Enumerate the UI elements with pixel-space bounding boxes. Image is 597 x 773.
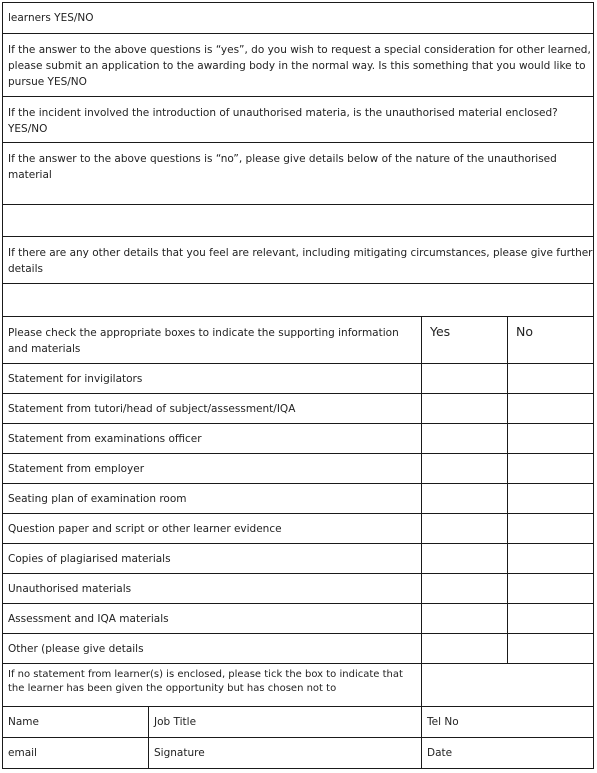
no-checkbox[interactable] — [508, 544, 594, 574]
other-details-answer-field[interactable] — [3, 284, 594, 317]
special-consideration-text: If the answer to the above questions is “yes”, do you wish to request a special consideration for other learned, please submit an application to the awarding body in the normal way. Is this something that you would like to pursue YES/NO — [3, 34, 594, 97]
checklist-row — [3, 634, 594, 664]
yes-checkbox[interactable] — [422, 394, 508, 424]
no-column-header: No — [508, 317, 594, 364]
checklist-heading: Please check the appropriate boxes to indicate the supporting information and materials — [3, 317, 422, 364]
no-checkbox[interactable] — [508, 484, 594, 514]
checklist-item-label: Question paper and script or other learner evidence — [3, 514, 422, 544]
no-statement-checkbox[interactable] — [422, 664, 594, 707]
checklist-item-label: Copies of plagiarised materials — [3, 544, 422, 574]
no-checkbox[interactable] — [508, 394, 594, 424]
incident-report-form — [2, 2, 593, 769]
yes-checkbox[interactable] — [422, 484, 508, 514]
yes-checkbox[interactable] — [422, 634, 508, 664]
special-consideration-row — [3, 34, 594, 97]
yes-checkbox[interactable] — [422, 424, 508, 454]
checklist-item-label: Statement from examinations officer — [3, 424, 422, 454]
yes-checkbox[interactable] — [422, 514, 508, 544]
checklist-row — [3, 364, 594, 394]
checklist-row — [3, 394, 594, 424]
no-checkbox[interactable] — [508, 424, 594, 454]
no-statement-note: If no statement from learner(s) is enclosed, please tick the box to indicate that the learner has been given the opportunity but has chosen not to — [3, 664, 422, 707]
yes-checkbox[interactable] — [422, 604, 508, 634]
no-checkbox[interactable] — [508, 364, 594, 394]
yes-column-header: Yes — [422, 317, 508, 364]
learners-row — [3, 3, 594, 34]
other-details-text: If there are any other details that you feel are relevant, including mitigating circumstances, please give further details — [3, 237, 594, 284]
form-table — [2, 2, 594, 769]
checklist-item-label: Statement from employer — [3, 454, 422, 484]
no-checkbox[interactable] — [508, 514, 594, 544]
email-field[interactable]: email — [3, 738, 149, 769]
yes-checkbox[interactable] — [422, 454, 508, 484]
learners-yesno-text: learners YES/NO — [3, 3, 594, 34]
checklist-row — [3, 544, 594, 574]
checklist-row — [3, 514, 594, 544]
checklist-header-row — [3, 317, 594, 364]
details-unauthorised-text: If the answer to the above questions is “no”, please give details below of the nature of the unauthorised material — [3, 143, 594, 205]
checklist-row — [3, 574, 594, 604]
details-unauthorised-row — [3, 143, 594, 205]
checklist-item-label: Assessment and IQA materials — [3, 604, 422, 634]
checklist-row — [3, 604, 594, 634]
name-field[interactable]: Name — [3, 707, 149, 738]
signature-field[interactable]: Signature — [149, 738, 422, 769]
checklist-item-label: Seating plan of examination room — [3, 484, 422, 514]
signoff-row-1 — [3, 707, 594, 738]
yes-checkbox[interactable] — [422, 544, 508, 574]
checklist-item-label: Statement from tutori/head of subject/assessment/IQA — [3, 394, 422, 424]
checklist-row — [3, 454, 594, 484]
no-checkbox[interactable] — [508, 634, 594, 664]
checklist-item-label: Unauthorised materials — [3, 574, 422, 604]
unauthorised-enclosed-row — [3, 97, 594, 143]
checklist-item-label: Statement for invigilators — [3, 364, 422, 394]
details-unauthorised-answer-field[interactable] — [3, 205, 594, 237]
other-details-answer-row — [3, 284, 594, 317]
checklist-row — [3, 424, 594, 454]
yes-checkbox[interactable] — [422, 364, 508, 394]
signoff-row-2 — [3, 738, 594, 769]
checklist-row — [3, 484, 594, 514]
no-checkbox[interactable] — [508, 604, 594, 634]
tel-no-field[interactable]: Tel No — [422, 707, 594, 738]
date-field[interactable]: Date — [422, 738, 594, 769]
unauthorised-enclosed-text: If the incident involved the introduction of unauthorised materia, is the unauthorised material enclosed? YES/NO — [3, 97, 594, 143]
details-unauthorised-answer-row — [3, 205, 594, 237]
job-title-field[interactable]: Job Title — [149, 707, 422, 738]
no-statement-row — [3, 664, 594, 707]
no-checkbox[interactable] — [508, 574, 594, 604]
yes-checkbox[interactable] — [422, 574, 508, 604]
checklist-item-label: Other (please give details — [3, 634, 422, 664]
no-checkbox[interactable] — [508, 454, 594, 484]
other-details-row — [3, 237, 594, 284]
